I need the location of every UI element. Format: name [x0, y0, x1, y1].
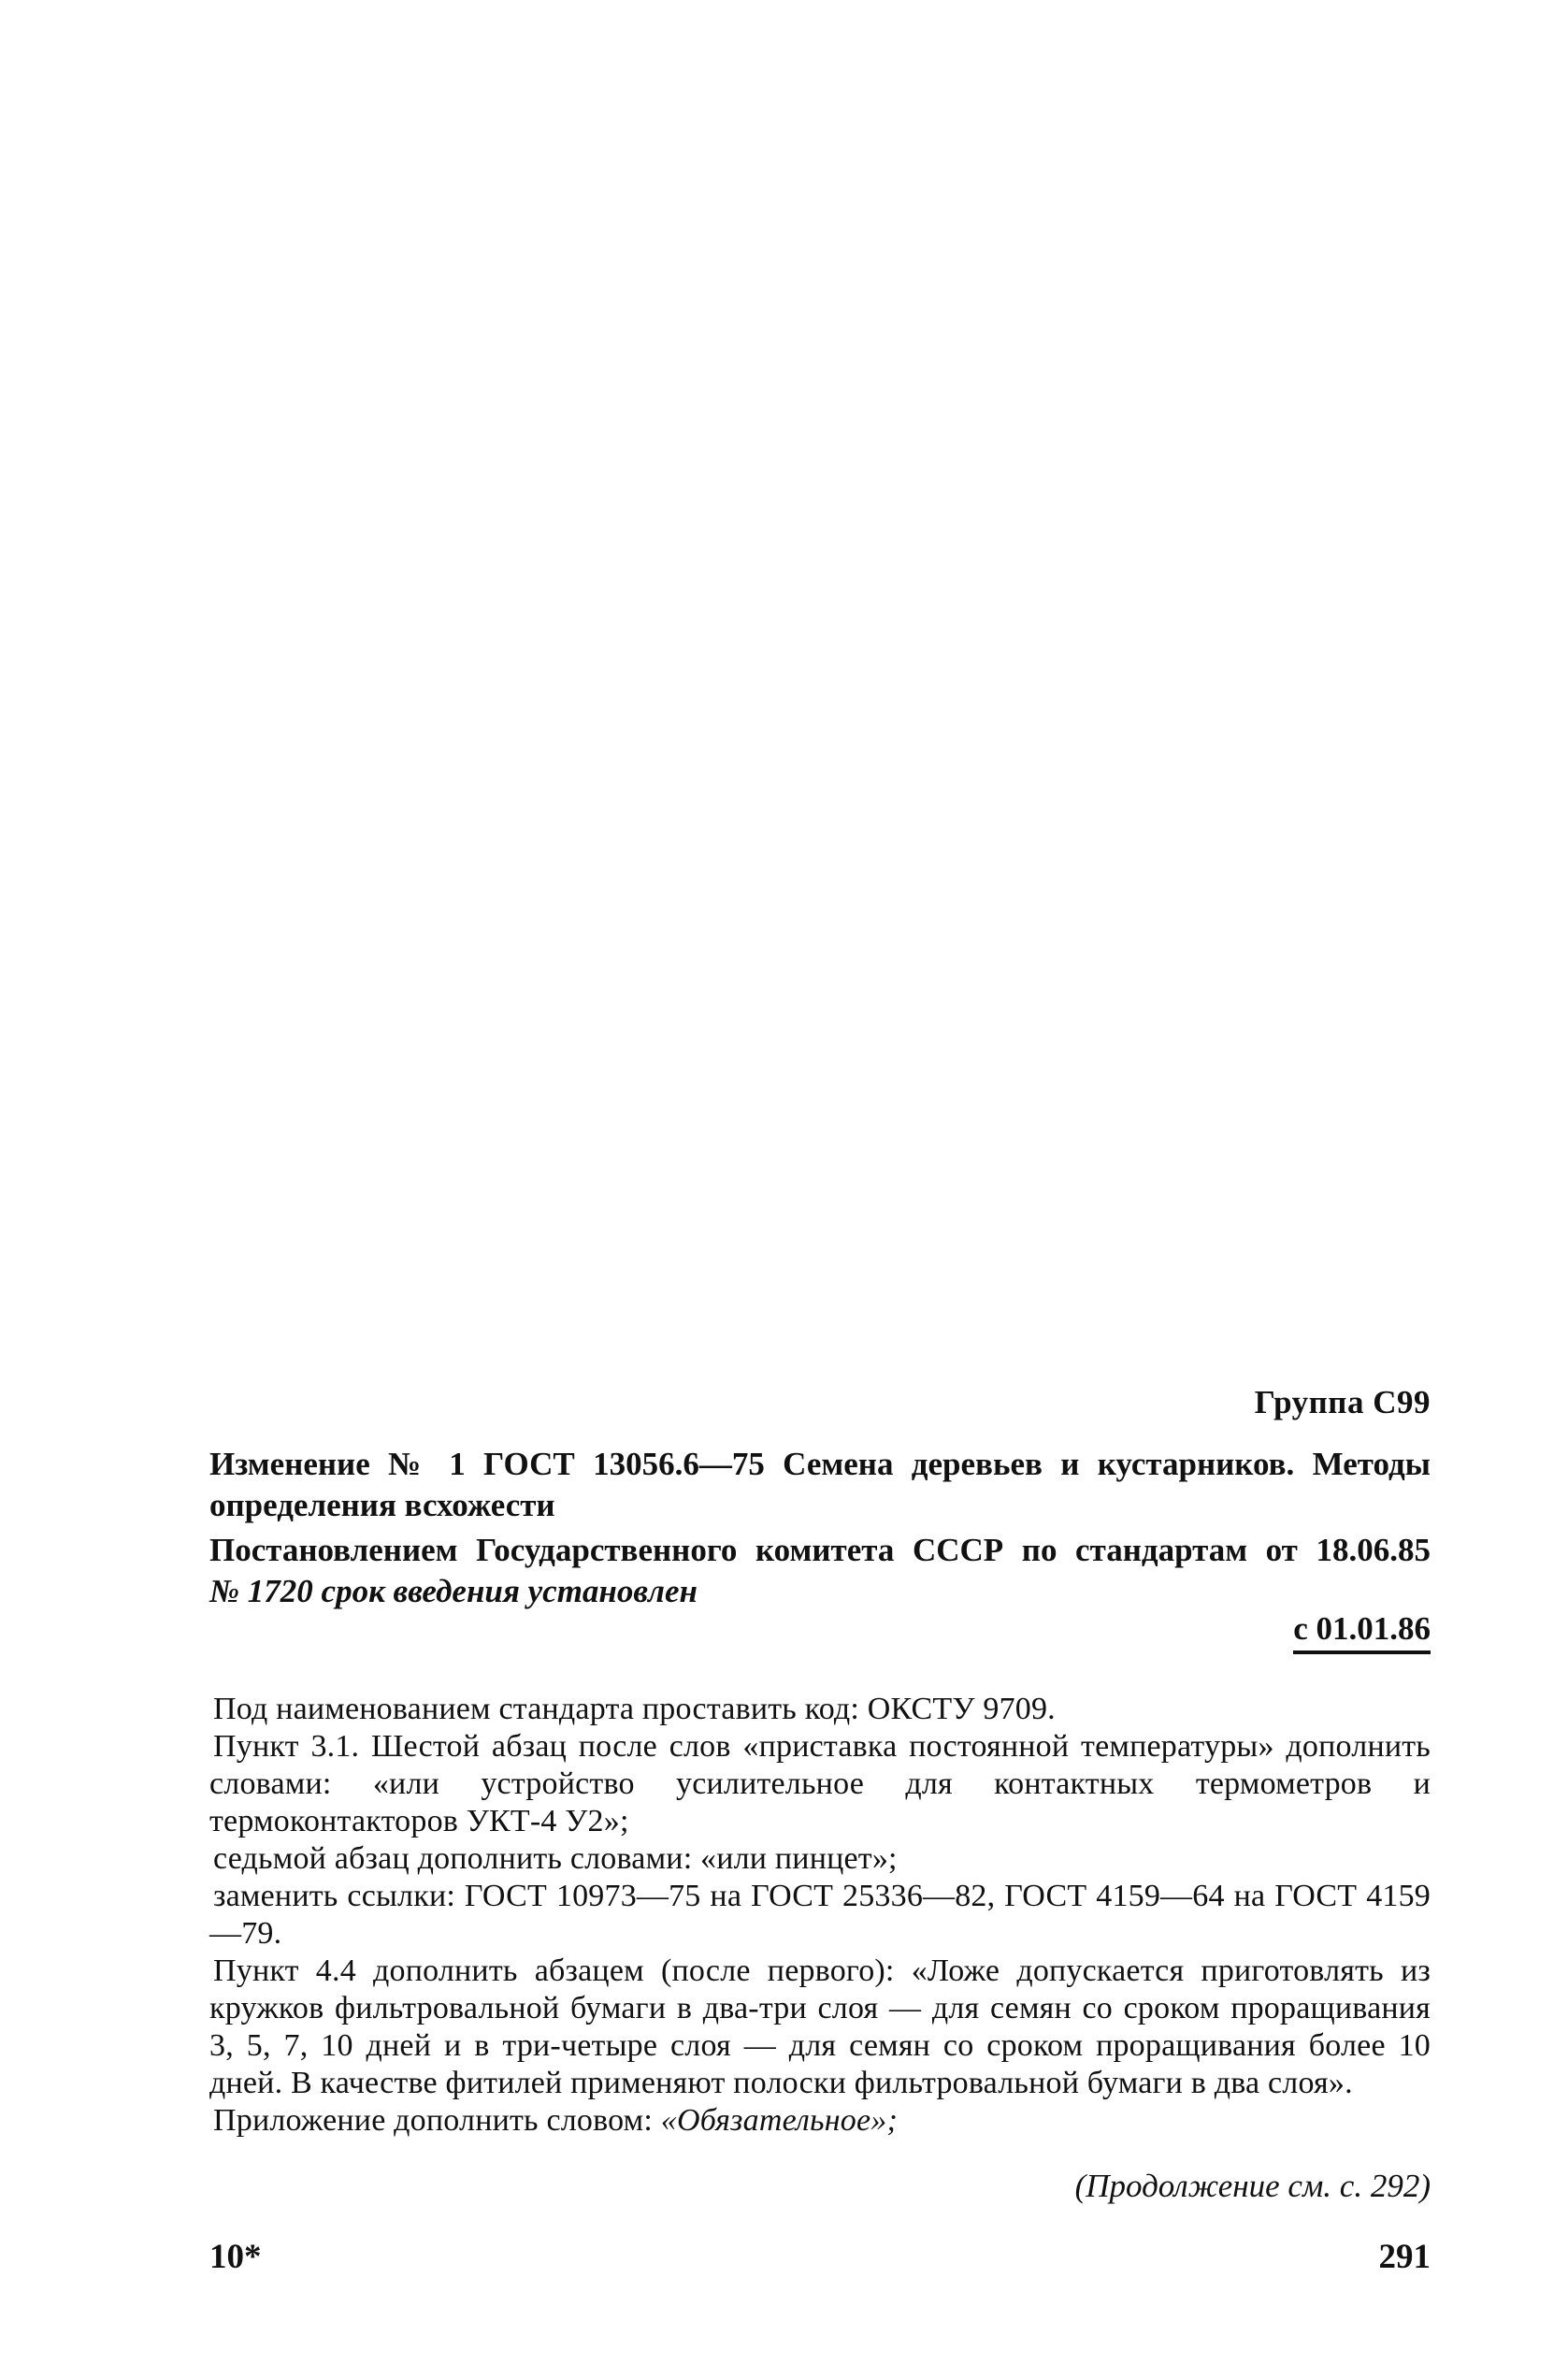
- effective-date: с 01.01.86: [1293, 1610, 1431, 1654]
- body-paragraph-1-text: Под наименованием стандарта проставить код: ОКСТУ 9709.: [213, 1692, 1056, 1726]
- body-paragraph-2: Пункт 3.1. Шестой абзац после слов «приставка постоянной температуры» дополнить словами: «или устройство усилительное для контактных термометров и термоконтакторов УКТ-4 У2»;: [209, 1729, 1431, 1838]
- group-label: Группа С99: [1254, 1384, 1431, 1420]
- appendix-value: «Обязательное»;: [660, 2103, 899, 2138]
- body-paragraph-5: Пункт 4.4 дополнить абзацем (после первого): «Ложе допускается приготовлять из кружков фильтровальной бумаги в два-три слоя — для семян со сроком проращивания 3, 5, 7, 10 дней и в три-четыре слоя — для семян со сроком проращивания более 10 дней. В качестве фитилей применяют полоски фильтровальной бумаги в два слоя».: [209, 1953, 1431, 2100]
- document-title: Изменение № 1 ГОСТ 13056.6—75 Семена деревьев и кустарников. Методы определения всхожести: [209, 1446, 1431, 1523]
- body-paragraph-4: заменить ссылки: ГОСТ 10973—75 на ГОСТ 25336—82, ГОСТ 4159—64 на ГОСТ 4159—79.: [209, 1879, 1431, 1951]
- footer-signature-mark: 10*: [209, 2238, 262, 2276]
- decree-line-2: [209, 1571, 1431, 1612]
- decree-statement: [209, 1530, 1431, 1612]
- appendix-label: Приложение дополнить словом:: [213, 2103, 661, 2138]
- continuation-note: (Продолжение см. с. 292): [1074, 2168, 1431, 2204]
- body-paragraph-6: [209, 2102, 1431, 2140]
- body-paragraph-1: [209, 1691, 1431, 1728]
- body-paragraph-3: седьмой абзац дополнить словами: «или пинцет»;: [213, 1841, 898, 1876]
- decree-number-sign: №: [209, 1573, 240, 1609]
- page-number: 291: [1378, 2238, 1431, 2276]
- amendment-body: [209, 1691, 1431, 2140]
- decree-line-1: Постановлением Государственного комитета СССР по стандартам от 18.06.85: [209, 1532, 1431, 1568]
- decree-line-2-text: 1720 срок введения установлен: [239, 1573, 698, 1609]
